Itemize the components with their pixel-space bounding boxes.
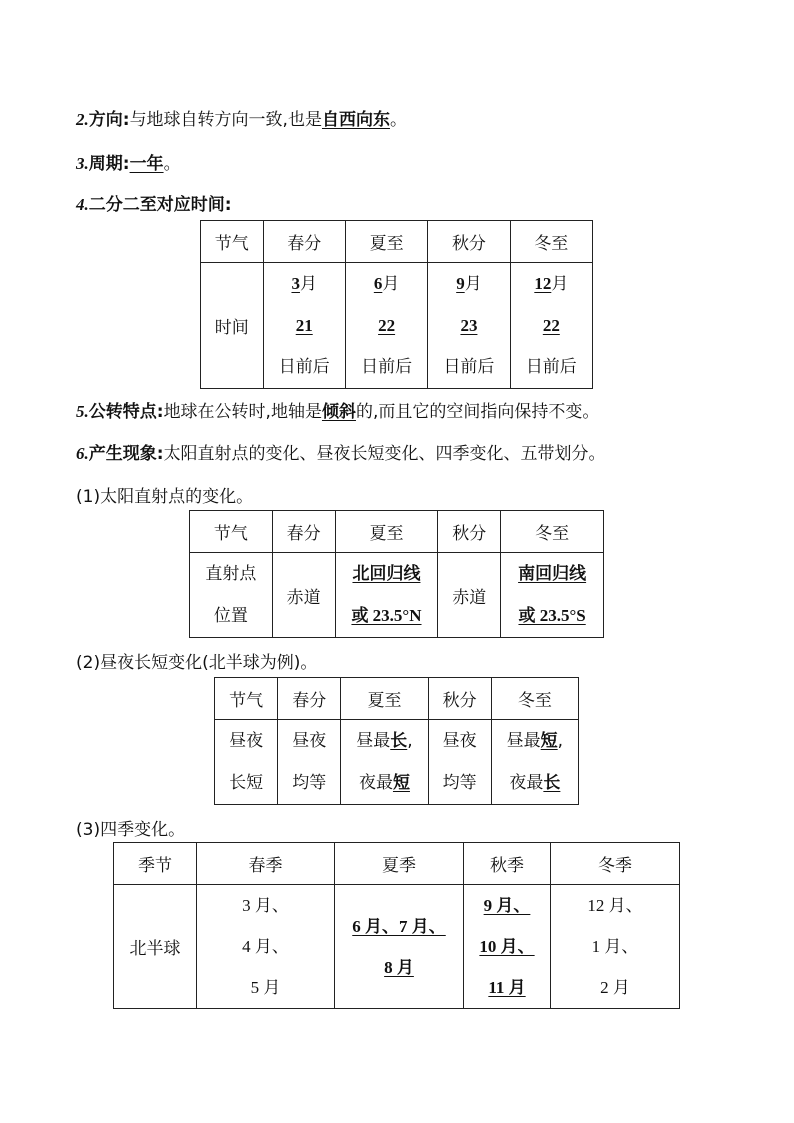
line-period: 3.周期:一年。 <box>76 154 181 174</box>
subheading-direct-point: (1)太阳直射点的变化。 <box>76 487 254 507</box>
table3-cell: 昼夜 均等 <box>428 720 491 805</box>
table4-cell-spring: 3 月、 4 月、 5 月 <box>197 885 335 1009</box>
table4-header: 秋季 <box>464 843 551 885</box>
table3-cell: 昼最长, 夜最短 <box>341 720 428 805</box>
table2-cell: 赤道 <box>272 553 335 638</box>
answer-period: 一年 <box>129 154 164 174</box>
table4-cell-summer: 6 月、7 月、 8 月 <box>335 885 464 1009</box>
table1-cell: 9月 23 日前后 <box>428 263 510 389</box>
table3-header: 春分 <box>278 678 341 720</box>
table2-cell: 赤道 <box>438 553 501 638</box>
table-day-night <box>214 677 579 805</box>
table1-header: 节气 <box>201 221 264 263</box>
answer-tilt: 倾斜 <box>321 402 356 422</box>
table1-header: 秋分 <box>428 221 510 263</box>
table1-cell: 6月 22 日前后 <box>345 263 427 389</box>
answer-direction: 自西向东 <box>321 110 390 130</box>
table1-header: 冬至 <box>510 221 592 263</box>
table1-cell: 12月 22 日前后 <box>510 263 592 389</box>
table1-cell: 3月 21 日前后 <box>263 263 345 389</box>
table1-header: 夏至 <box>345 221 427 263</box>
table3-row-label: 昼夜 长短 <box>215 720 278 805</box>
table1-row-label: 时间 <box>201 263 264 389</box>
line-direction: 2.方向:与地球自转方向一致,也是自西向东。 <box>76 110 407 130</box>
line-solstice-heading: 4.二分二至对应时间: <box>76 195 232 215</box>
table4-header: 春季 <box>197 843 335 885</box>
table2-header: 春分 <box>272 511 335 553</box>
table2-header: 冬至 <box>501 511 604 553</box>
table3-header: 冬至 <box>491 678 578 720</box>
subheading-day-night: (2)昼夜长短变化(北半球为例)。 <box>76 653 318 673</box>
table2-cell: 北回归线 或 23.5°N <box>335 553 438 638</box>
table4-header: 季节 <box>114 843 197 885</box>
table2-cell: 南回归线 或 23.5°S <box>501 553 604 638</box>
table2-row-label: 直射点 位置 <box>190 553 273 638</box>
table3-cell: 昼最短, 夜最长 <box>491 720 578 805</box>
table3-header: 秋分 <box>428 678 491 720</box>
table4-header: 冬季 <box>551 843 680 885</box>
line-phenomena: 6.产生现象:太阳直射点的变化、昼夜长短变化、四季变化、五带划分。 <box>76 444 606 464</box>
subheading-seasons: (3)四季变化。 <box>76 820 186 840</box>
table4-header: 夏季 <box>335 843 464 885</box>
table4-row-label: 北半球 <box>114 885 197 1009</box>
table3-cell: 昼夜 均等 <box>278 720 341 805</box>
line-revolution-feature: 5.公转特点:地球在公转时,地轴是倾斜的,而且它的空间指向保持不变。 <box>76 402 600 422</box>
table2-header: 秋分 <box>438 511 501 553</box>
table1-header: 春分 <box>263 221 345 263</box>
table2-header: 夏至 <box>335 511 438 553</box>
table-solar-terms-time <box>200 220 593 389</box>
table-seasons <box>113 842 680 1009</box>
table3-header: 节气 <box>215 678 278 720</box>
table-direct-point <box>189 510 604 638</box>
table4-cell-winter: 12 月、 1 月、 2 月 <box>551 885 680 1009</box>
table2-header: 节气 <box>190 511 273 553</box>
table3-header: 夏至 <box>341 678 428 720</box>
table4-cell-autumn: 9 月、 10 月、 11 月 <box>464 885 551 1009</box>
